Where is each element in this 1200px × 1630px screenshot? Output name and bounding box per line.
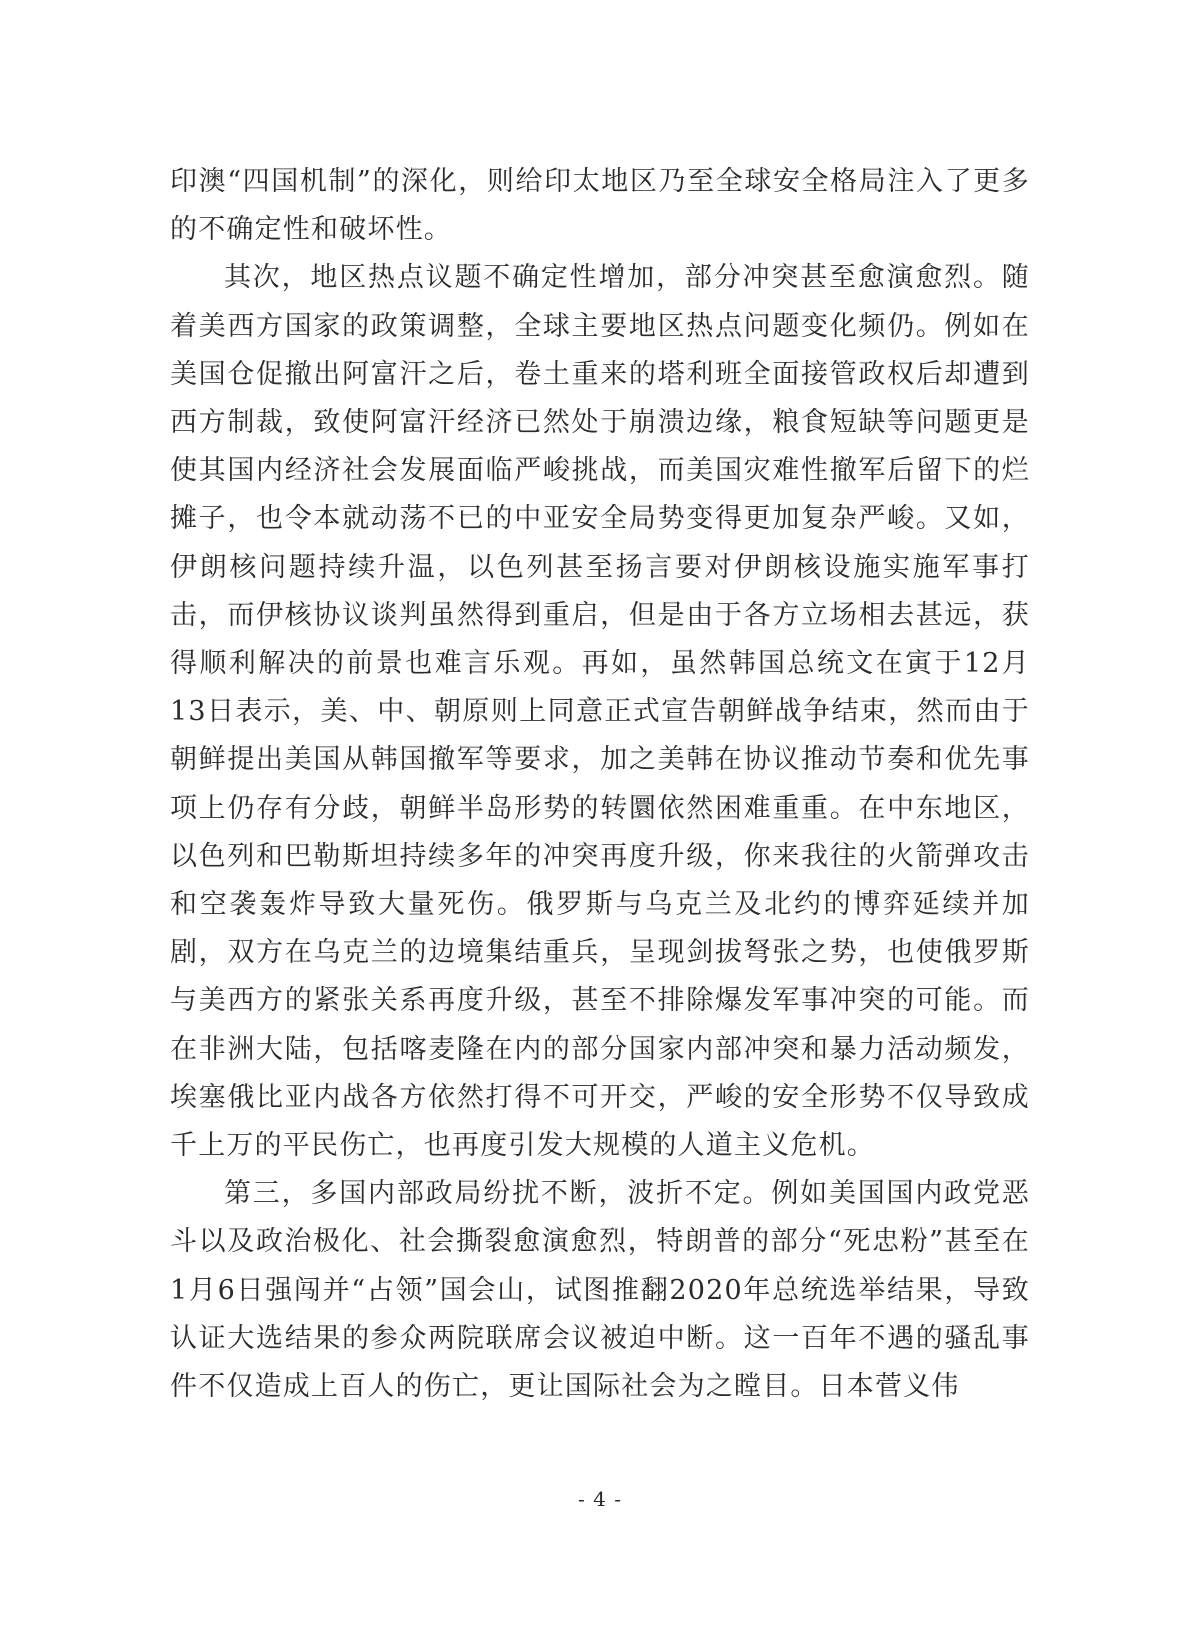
paragraph-domestic-politics: 第三，多国内部政局纷扰不断，波折不定。例如美国国内政党恶斗以及政治极化、社会撕裂愈演愈烈，特朗普的部分“死忠粉”甚至在1月6日强闯并“占领”国会山，试图推翻2020年总统选举结果，导致认证大选结果的参众两院联席会议被迫中断。这一百年不遇的骚乱事件不仅造成上百人的伤亡，更让国际社会为之瞠目。日本菅义伟	[170, 1178, 1030, 1403]
paragraph-regional-hotspots: 其次，地区热点议题不确定性增加，部分冲突甚至愈演愈烈。随着美西方国家的政策调整，全球主要地区热点问题变化频仍。例如在美国仓促撤出阿富汗之后，卷土重来的塔利班全面接管政权后却遭到西方制裁，致使阿富汗经济已然处于崩溃边缘，粮食短缺等问题更是使其国内经济社会发展面临严峻挑战，而美国灾难性撤军后留下的烂摊子，也令本就动荡不已的中亚安全局势变得更加复杂严峻。又如，伊朗核问题持续升温，以色列甚至扬言要对伊朗核设施实施军事打击，而伊核协议谈判虽然得到重启，但是由于各方立场相去甚远，获得顺利解决的前景也难言乐观。再如，虽然韩国总统文在寅于12月13日表示，美、中、朝原则上同意正式宣告朝鲜战争结束，然而由于朝鲜提出美国从韩国撤军等要求，加之美韩在协议推动节奏和优先事项上仍存有分歧，朝鲜半岛形势的转圜依然困难重重。在中东地区，以色列和巴勒斯坦持续多年的冲突再度升级，你来我往的火箭弹攻击和空袭轰炸导致大量死伤。俄罗斯与乌克兰及北约的博弈延续并加剧，双方在乌克兰的边境集结重兵，呈现剑拔弩张之势，也使俄罗斯与美西方的紧张关系再度升级，甚至不排除爆发军事冲突的可能。而在非洲大陆，包括喀麦隆在内的部分国家内部冲突和暴力活动频发，埃塞俄比亚内战各方依然打得不可开交，严峻的安全形势不仅导致成千上万的平民伤亡，也再度引发大规模的人道主义危机。	[170, 262, 1030, 1162]
body-text	[170, 158, 1030, 1411]
paragraph-continuation: 印澳“四国机制”的深化，则给印太地区乃至全球安全格局注入了更多的不确定性和破坏性。	[170, 166, 1030, 246]
page-number: - 4 -	[578, 1487, 622, 1511]
